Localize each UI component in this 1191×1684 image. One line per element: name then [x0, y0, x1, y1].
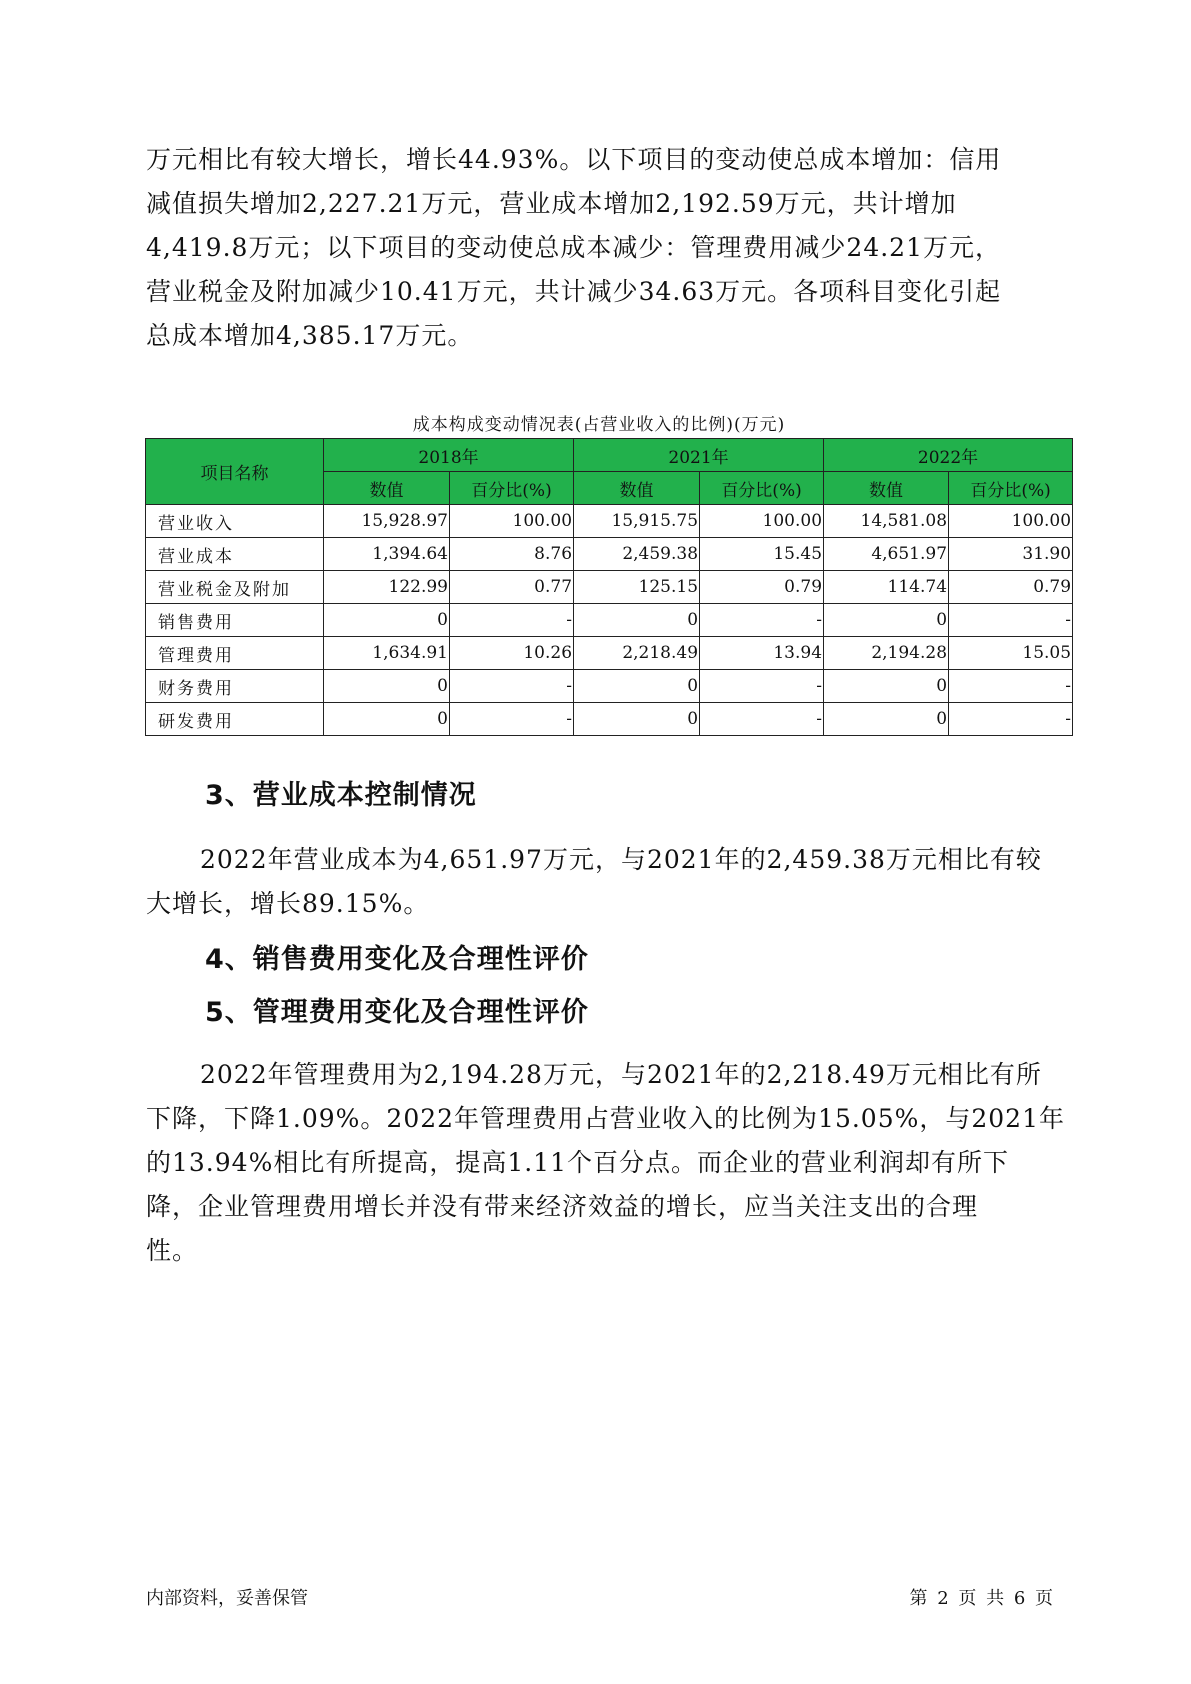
percent-subheader: 百分比(%) — [700, 472, 824, 505]
table-row — [146, 637, 1073, 670]
value-cell: 114.74 — [824, 571, 949, 604]
percent-cell: 100.00 — [700, 505, 824, 538]
footer-confidential-note: 内部资料，妥善保管 — [146, 1588, 308, 1609]
value-cell: 2,194.28 — [824, 637, 949, 670]
footer-page-number: 第 2 页 共 6 页 — [909, 1588, 1053, 1609]
value-cell: 0 — [824, 703, 949, 736]
value-cell: 1,394.64 — [324, 538, 450, 571]
row-item-name: 销售费用 — [146, 604, 324, 637]
percent-cell: 13.94 — [700, 637, 824, 670]
year-header: 2021年 — [574, 439, 824, 472]
paragraph-line: 营业税金及附加减少10.41万元，共计减少34.63万元。各项科目变化引起 — [146, 277, 1002, 306]
year-header: 2018年 — [324, 439, 574, 472]
row-item-name: 研发费用 — [146, 703, 324, 736]
paragraph-line: 下降，下降1.09%。2022年管理费用占营业收入的比例为15.05%，与2021年 — [146, 1104, 1065, 1133]
table-row — [146, 538, 1073, 571]
item-name-header: 项目名称 — [146, 439, 324, 505]
value-subheader: 数值 — [324, 472, 450, 505]
percent-subheader: 百分比(%) — [949, 472, 1073, 505]
row-item-name: 营业税金及附加 — [146, 571, 324, 604]
value-cell: 15,928.97 — [324, 505, 450, 538]
percent-cell: 100.00 — [450, 505, 574, 538]
value-cell: 2,218.49 — [574, 637, 700, 670]
percent-cell: - — [949, 703, 1073, 736]
value-subheader: 数值 — [574, 472, 700, 505]
percent-cell: 10.26 — [450, 637, 574, 670]
section-heading: 3、营业成本控制情况 — [205, 780, 477, 811]
value-cell: 4,651.97 — [824, 538, 949, 571]
paragraph-line: 降，企业管理费用增长并没有带来经济效益的增长，应当关注支出的合理 — [146, 1192, 979, 1221]
percent-cell: - — [700, 604, 824, 637]
value-subheader: 数值 — [824, 472, 949, 505]
value-cell: 0 — [824, 670, 949, 703]
percent-cell: 100.00 — [949, 505, 1073, 538]
value-cell: 1,634.91 — [324, 637, 450, 670]
table-header — [146, 439, 1073, 505]
percent-cell: - — [700, 703, 824, 736]
percent-cell: 8.76 — [450, 538, 574, 571]
percent-cell: - — [450, 703, 574, 736]
percent-subheader: 百分比(%) — [450, 472, 574, 505]
percent-cell: - — [949, 604, 1073, 637]
paragraph-line: 大增长，增长89.15%。 — [146, 889, 430, 918]
percent-cell: - — [700, 670, 824, 703]
section3-paragraph — [146, 838, 1046, 926]
table-row — [146, 505, 1073, 538]
section-heading: 4、销售费用变化及合理性评价 — [205, 944, 589, 975]
intro-paragraph — [146, 138, 1046, 358]
paragraph-line: 性。 — [146, 1236, 199, 1265]
paragraph-line: 2022年营业成本为4,651.97万元，与2021年的2,459.38万元相比有较 — [200, 845, 1042, 874]
value-cell: 0 — [574, 604, 700, 637]
value-cell: 0 — [574, 670, 700, 703]
percent-cell: 15.05 — [949, 637, 1073, 670]
paragraph-line: 4,419.8万元；以下项目的变动使总成本减少：管理费用减少24.21万元， — [146, 233, 1001, 262]
percent-cell: 15.45 — [700, 538, 824, 571]
table-body — [146, 505, 1073, 736]
value-cell: 2,459.38 — [574, 538, 700, 571]
percent-cell: 0.79 — [700, 571, 824, 604]
value-cell: 125.15 — [574, 571, 700, 604]
table-row — [146, 571, 1073, 604]
cost-structure-table — [145, 438, 1073, 736]
paragraph-line: 总成本增加4,385.17万元。 — [146, 321, 474, 350]
table-row — [146, 670, 1073, 703]
row-item-name: 营业收入 — [146, 505, 324, 538]
percent-cell: 0.79 — [949, 571, 1073, 604]
section-heading: 5、管理费用变化及合理性评价 — [205, 997, 589, 1028]
table-row — [146, 604, 1073, 637]
paragraph-line: 的13.94%相比有所提高，提高1.11个百分点。而企业的营业利润却有所下 — [146, 1148, 1009, 1177]
percent-cell: 31.90 — [949, 538, 1073, 571]
value-cell: 14,581.08 — [824, 505, 949, 538]
percent-cell: 0.77 — [450, 571, 574, 604]
value-cell: 122.99 — [324, 571, 450, 604]
table-row — [146, 703, 1073, 736]
paragraph-line: 减值损失增加2,227.21万元，营业成本增加2,192.59万元，共计增加 — [146, 189, 957, 218]
value-cell: 0 — [324, 670, 450, 703]
section5-paragraph — [146, 1053, 1065, 1273]
paragraph-line: 2022年管理费用为2,194.28万元，与2021年的2,218.49万元相比有所 — [200, 1060, 1042, 1089]
percent-cell: - — [450, 670, 574, 703]
row-item-name: 管理费用 — [146, 637, 324, 670]
percent-cell: - — [949, 670, 1073, 703]
value-cell: 0 — [824, 604, 949, 637]
value-cell: 15,915.75 — [574, 505, 700, 538]
value-cell: 0 — [574, 703, 700, 736]
value-cell: 0 — [324, 703, 450, 736]
table-caption: 成本构成变动情况表(占营业收入的比例)(万元) — [412, 415, 786, 435]
value-cell: 0 — [324, 604, 450, 637]
paragraph-line: 万元相比有较大增长，增长44.93%。以下项目的变动使总成本增加：信用 — [146, 145, 1002, 174]
row-item-name: 营业成本 — [146, 538, 324, 571]
row-item-name: 财务费用 — [146, 670, 324, 703]
year-header: 2022年 — [824, 439, 1073, 472]
percent-cell: - — [450, 604, 574, 637]
